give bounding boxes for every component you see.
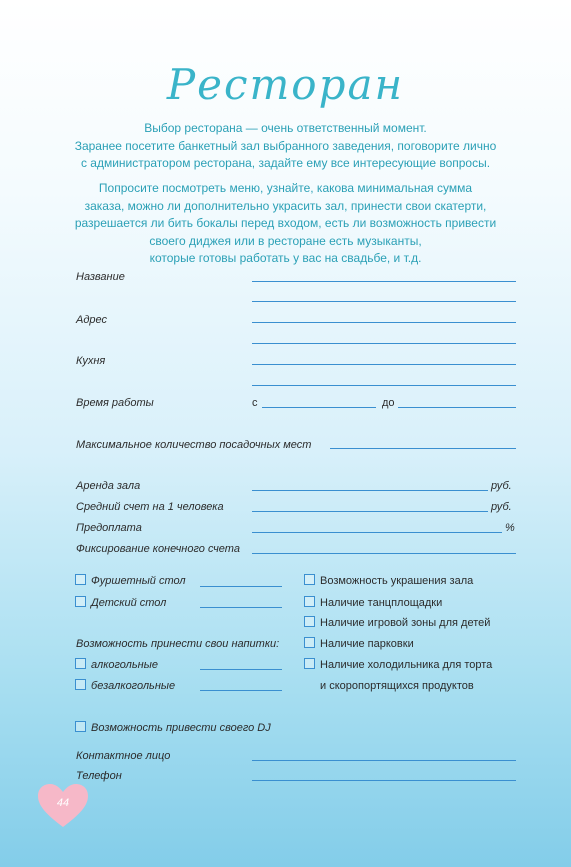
kids-table-label: Детский стол	[91, 597, 167, 609]
intro-line: разрешается ли бить бокалы перед входом, есть ли возможность привести	[74, 216, 497, 230]
rent-label: Аренда зала	[76, 480, 141, 492]
phone-label: Телефон	[76, 770, 122, 782]
hours-label: Время работы	[76, 397, 154, 409]
intro-line: Попросите посмотреть меню, узнайте, какова минимальная сумма	[98, 181, 473, 195]
prepay-unit: %	[505, 522, 515, 534]
fridge-label-line-2: и скоропортящихся продуктов	[320, 680, 474, 692]
contact-line[interactable]	[252, 760, 516, 761]
kids-zone-label: Наличие игровой зоны для детей	[320, 617, 491, 629]
kids-zone-checkbox[interactable]	[304, 616, 315, 627]
intro-paragraph-2	[40, 180, 531, 268]
dancefloor-checkbox[interactable]	[304, 596, 315, 607]
prepay-label: Предоплата	[76, 522, 142, 534]
decor-label: Возможность украшения зала	[320, 575, 474, 587]
cuisine-line-2[interactable]	[252, 385, 516, 386]
intro-line: с администратором ресторана, задайте ему все интересующие вопросы.	[80, 156, 491, 170]
decor-checkbox[interactable]	[304, 574, 315, 585]
parking-checkbox[interactable]	[304, 637, 315, 648]
max-seats-line[interactable]	[330, 448, 516, 449]
address-label: Адрес	[76, 314, 108, 326]
max-seats-label: Максимальное количество посадочных мест	[76, 439, 312, 451]
drinks-heading: Возможность принести свои напитки:	[76, 638, 280, 650]
fridge-checkbox[interactable]	[304, 658, 315, 669]
nonalcoholic-checkbox[interactable]	[75, 679, 86, 690]
address-line-2[interactable]	[252, 343, 516, 344]
intro-line: Выбор ресторана — очень ответственный момент.	[144, 121, 427, 135]
name-line-2[interactable]	[252, 301, 516, 302]
hours-to-line[interactable]	[398, 407, 516, 408]
alcoholic-line[interactable]	[200, 669, 282, 670]
kids-table-checkbox[interactable]	[75, 596, 86, 607]
dj-label: Возможность привести своего DJ	[91, 722, 271, 734]
hours-from-line[interactable]	[262, 407, 376, 408]
intro-line: которые готовы работать у вас на свадьбе, и т.д.	[149, 251, 422, 265]
name-line-1[interactable]	[252, 281, 516, 282]
nonalcoholic-label: безалкогольные	[91, 680, 176, 692]
hours-to-label: до	[382, 397, 395, 409]
kids-table-line[interactable]	[200, 607, 282, 608]
alcoholic-checkbox[interactable]	[75, 658, 86, 669]
intro-paragraph-1	[40, 120, 531, 173]
intro-line: заказа, можно ли дополнительно украсить зал, принести свои скатерти,	[84, 198, 487, 213]
cuisine-label: Кухня	[76, 355, 106, 367]
buffet-label: Фуршетный стол	[91, 575, 186, 587]
avg-check-unit: руб.	[491, 501, 512, 513]
dj-checkbox[interactable]	[75, 721, 86, 732]
cuisine-line-1[interactable]	[252, 364, 516, 365]
dancefloor-label: Наличие танцплощадки	[320, 597, 443, 609]
avg-check-label: Средний счет на 1 человека	[76, 501, 224, 513]
nonalcoholic-line[interactable]	[200, 690, 282, 691]
parking-label: Наличие парковки	[320, 638, 414, 650]
rent-unit: руб.	[491, 480, 512, 492]
avg-check-line[interactable]	[252, 511, 488, 512]
intro-line: своего диджея или в ресторане есть музыканты,	[149, 233, 422, 248]
final-check-label: Фиксирование конечного счета	[76, 543, 240, 555]
buffet-line[interactable]	[200, 586, 282, 587]
contact-label: Контактное лицо	[76, 750, 171, 762]
alcoholic-label: алкогольные	[91, 659, 158, 671]
phone-line[interactable]	[252, 780, 516, 781]
buffet-checkbox[interactable]	[75, 574, 86, 585]
name-label: Название	[76, 271, 125, 283]
hours-from-label: с	[252, 397, 258, 409]
rent-line[interactable]	[252, 490, 488, 491]
address-line-1[interactable]	[252, 322, 516, 323]
fridge-label-line-1: Наличие холодильника для торта	[320, 659, 493, 671]
intro-line: Заранее посетите банкетный зал выбранного заведения, поговорите лично	[74, 138, 497, 153]
prepay-line[interactable]	[252, 532, 502, 533]
page-number: 44	[56, 797, 70, 809]
page-title: Ресторан	[166, 60, 405, 109]
final-check-line[interactable]	[252, 553, 516, 554]
